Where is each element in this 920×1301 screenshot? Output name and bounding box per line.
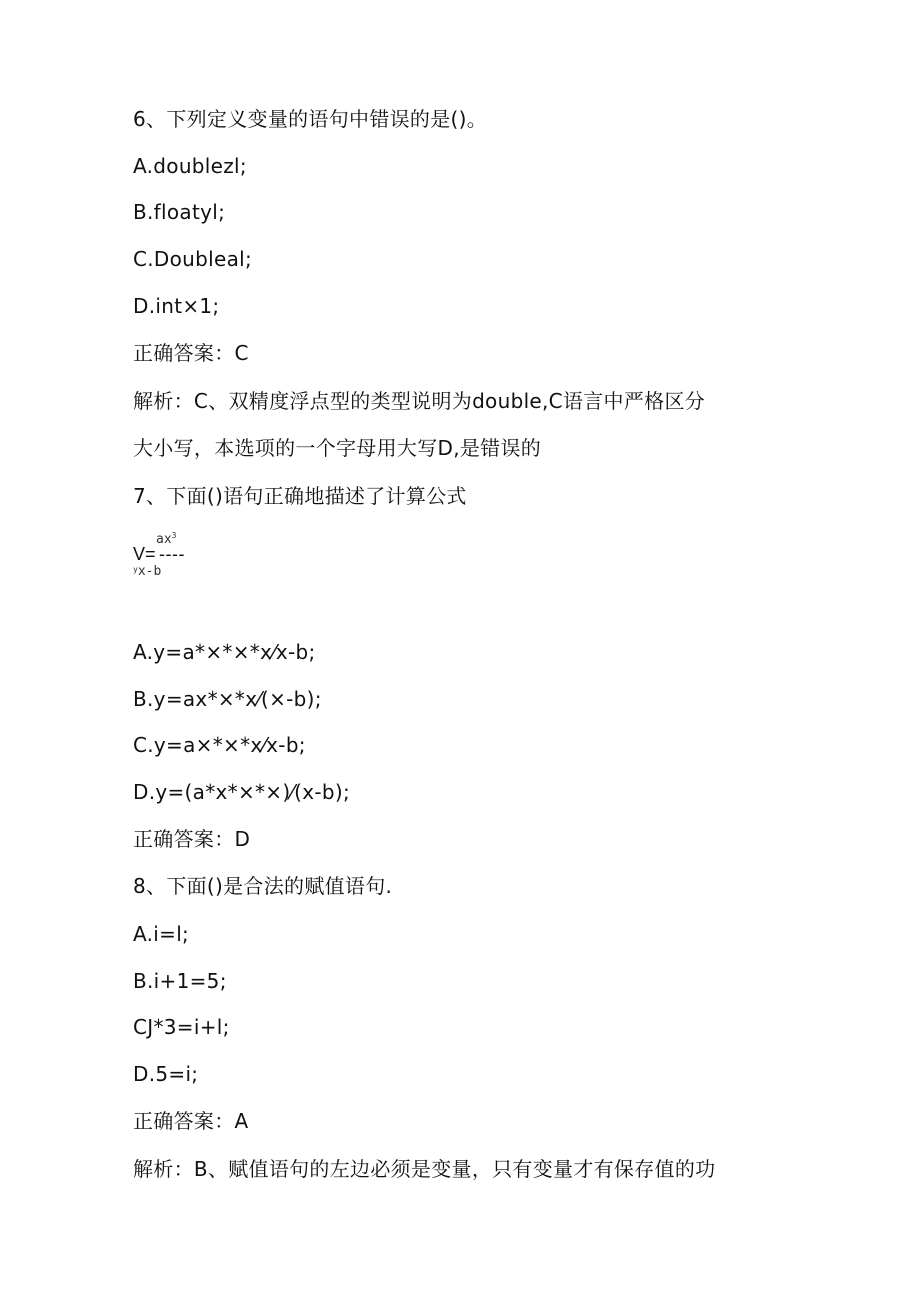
q7-option-a: A.y=a*×*×*x⁄x-b; xyxy=(133,640,316,664)
q7-option-b: B.y=ax*×*x⁄(×-b); xyxy=(133,687,322,711)
question-6: 6、下列定义变量的语句中错误的是()。 xyxy=(133,107,488,131)
q8-analysis-line-1: 解析：B、赋值语句的左边必须是变量，只有变量才有保存值的功 xyxy=(133,1157,716,1181)
q7-answer: 正确答案：D xyxy=(133,827,251,851)
q6-option-d: D.int×1; xyxy=(133,294,220,318)
q6-answer: 正确答案：C xyxy=(133,341,249,365)
formula-lhs: V= xyxy=(133,544,156,564)
q8-answer: 正确答案：A xyxy=(133,1109,249,1133)
q6-option-c: C.Doubleal; xyxy=(133,247,253,271)
q7-option-d: D.y=(a*x*×*×)⁄(x-b); xyxy=(133,780,350,804)
question-7: 7、下面()语句正确地描述了计算公式 xyxy=(133,484,467,508)
q6-analysis-line-1: 解析：C、双精度浮点型的类型说明为double,C语言中严格区分 xyxy=(133,389,706,413)
formula-numerator: $ax^3$ xyxy=(156,531,177,547)
q8-option-c: CJ*3=i+l; xyxy=(133,1015,230,1039)
formula-fraction-bar: ---- xyxy=(159,544,185,564)
q6-option-a: A.doublezl; xyxy=(133,154,247,178)
q7-option-c: C.y=a×*×*x⁄x-b; xyxy=(133,733,306,757)
q7-formula xyxy=(133,528,253,584)
question-8: 8、下面()是合法的赋值语句. xyxy=(133,874,393,898)
q6-analysis-line-2: 大小写，本选项的一个字母用大写D,是错误的 xyxy=(133,436,542,460)
formula-denominator: $^y$x-b xyxy=(133,564,162,579)
q8-option-a: A.i=l; xyxy=(133,922,190,946)
q8-option-d: D.5=i; xyxy=(133,1062,199,1086)
q6-option-b: B.floatyl; xyxy=(133,200,226,224)
q8-option-b: B.i+1=5; xyxy=(133,969,227,993)
